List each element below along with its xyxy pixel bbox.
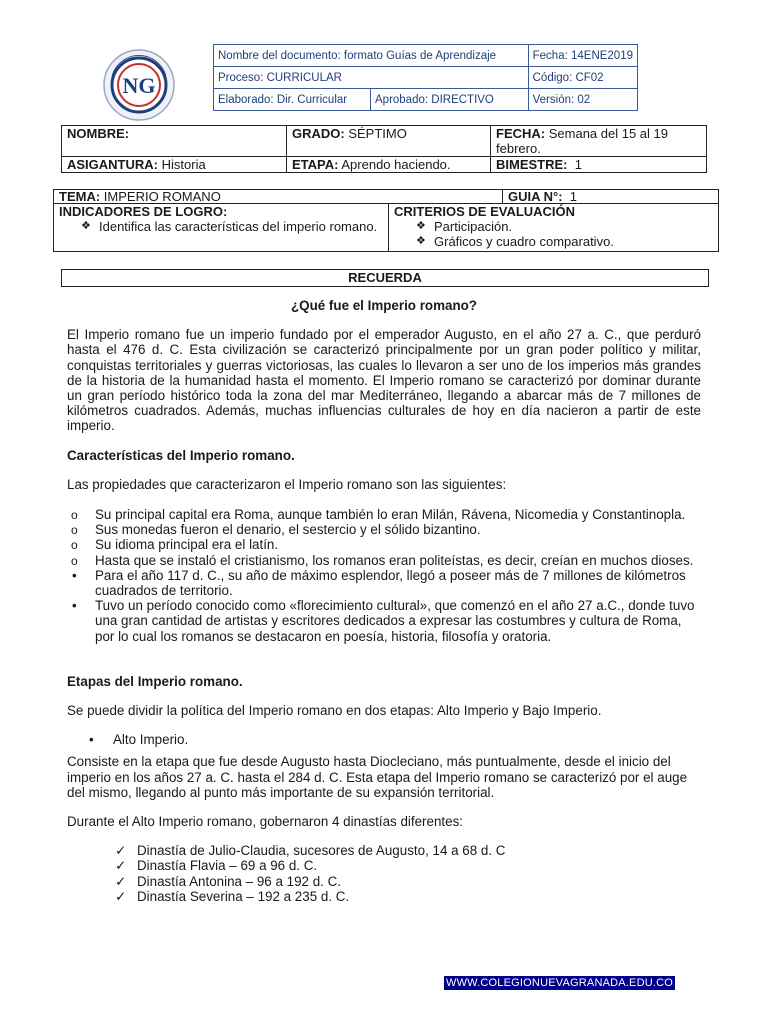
tema-label: TEMA:: [59, 189, 101, 204]
etapas-heading: Etapas del Imperio romano.: [67, 673, 243, 689]
alto-imperio-bullet-list: [67, 732, 701, 747]
list-item: o Su principal capital era Roma, aunque también lo eran Milán, Rávena, Nicomedia y Constantinopla.: [67, 507, 701, 522]
tema-value: IMPERIO ROMANO: [103, 189, 221, 204]
nombre-label: NOMBRE:: [67, 126, 130, 141]
intro-paragraph: El Imperio romano fue un imperio fundado por el emperador Augusto, en el año 27 a. C., que perduró hasta el 476 d. C. Esta civilización se caracterizó principalmente por un gran poder político y militar, conquistas territoriales y guerras victoriosas, las cuales lo llevaron a ser uno de los imperios más grandes de la historia de la humanidad hasta el momento. El Imperio romano se caracterizó por dominar durante un gran período histórico toda la zona del mar Mediterráneo, llegando a abarcar más de 7 millones de kilómetros cuadrados. Además, muchas influencias culturales de hoy en día nacieron a partir de este imperio.: [67, 327, 701, 434]
dinastia-item: ✓ Dinastía de Julio-Claudia, sucesores de Augusto, 14 a 68 d. C: [115, 843, 701, 858]
criterios-label: CRITERIOS DE EVALUACIÓN: [394, 204, 576, 219]
alto-imperio-paragraph: Consiste en la etapa que fue desde Augusto hasta Diocleciano, más puntualmente, desde el inicio del imperio en los años 27 a. C. hasta el 284 d. C. Esta etapa del Imperio romano se caracterizó por el auge del mismo, llegando al punto más importante de su expansión territorial.: [67, 754, 688, 800]
fecha-label: FECHA:: [496, 126, 546, 141]
caracteristicas-intro: Las propiedades que caracterizaron el Imperio romano son las siguientes:: [67, 476, 507, 492]
list-item: • Para el año 117 d. C., su año de máximo esplendor, llegó a poseer más de 7 millones de kilómetros cuadrados de territorio.: [67, 568, 701, 598]
code-cell: Código: CF02: [528, 67, 637, 89]
dinastia-item: ✓ Dinastía Severina – 192 a 235 d. C.: [115, 889, 701, 904]
asignatura-value: Historia: [161, 157, 206, 172]
question-heading: ¿Qué fue el Imperio romano?: [290, 298, 477, 313]
dinastia-item: ✓ Dinastía Antonina – 96 a 192 d. C.: [115, 874, 701, 889]
list-item: o Sus monedas fueron el denario, el sestercio y el sólido bizantino.: [67, 522, 701, 537]
indicadores-label: INDICADORES DE LOGRO:: [59, 204, 228, 219]
fecha-value: Semana del 15 al 19 febrero.: [496, 126, 668, 156]
bimestre-label: BIMESTRE:: [496, 157, 568, 172]
etapas-intro: Se puede dividir la política del Imperio romano en dos etapas: Alto Imperio y Bajo Imperio.: [67, 703, 602, 719]
indicadores-list: [59, 219, 383, 234]
student-info-table: [61, 125, 707, 173]
recuerda-banner: RECUERDA: [61, 269, 709, 287]
school-logo: [102, 48, 176, 122]
list-item: • Tuvo un período conocido como «florecimiento cultural», que comenzó en el año 27 a.C., donde tuvo una gran cantidad de artistas y escritores dedicados a expresar las costumbres y cultura de Roma, por lo cual los romanos se destacaron en poesía, historia, filosofía y oratoria.: [67, 598, 701, 644]
doc-date-cell: Fecha: 14ENE2019: [528, 45, 637, 67]
aprobado-cell: Aprobado: DIRECTIVO: [371, 89, 529, 111]
criterios-list: [394, 219, 713, 249]
svg-text:NG: NG: [122, 73, 156, 98]
list-item: o Hasta que se instaló el cristianismo, los romanos eran politeístas, es decir, creían en muchos dioses.: [67, 553, 701, 568]
dinastia-item: ✓ Dinastía Flavia – 69 a 96 d. C.: [115, 858, 701, 873]
asignatura-label: ASIGANTURA:: [67, 157, 158, 172]
list-item: o Su idioma principal era el latín.: [67, 537, 701, 552]
etapa-label: ETAPA:: [292, 157, 339, 172]
guia-label: GUIA N°:: [508, 189, 563, 204]
guia-value: 1: [569, 189, 578, 204]
tema-table: [53, 189, 719, 252]
etapa-value: Aprendo haciendo.: [341, 157, 451, 172]
process-cell: Proceso: CURRICULAR: [214, 67, 529, 89]
elaborado-cell: Elaborado: Dir. Curricular: [214, 89, 371, 111]
bimestre-value: 1: [574, 157, 582, 172]
criterio-item: ❖ Participación.: [416, 219, 713, 234]
criterio-item: ❖ Gráficos y cuadro comparativo.: [416, 234, 713, 249]
grado-label: GRADO:: [292, 126, 345, 141]
dinastias-intro: Durante el Alto Imperio romano, gobernaron 4 dinastías diferentes:: [67, 814, 463, 830]
lesson-content: [67, 298, 701, 904]
school-website-link[interactable]: WWW.COLEGIONUEVAGRANADA.EDU.CO: [446, 977, 674, 989]
caracteristicas-heading: Características del Imperio romano.: [67, 447, 295, 463]
caracteristicas-list: [67, 507, 701, 644]
grado-value: SÉPTIMO: [348, 126, 407, 141]
version-cell: Versión: 02: [528, 89, 637, 111]
alto-imperio-bullet: • Alto Imperio.: [89, 732, 701, 747]
dinastias-list: [67, 843, 701, 904]
doc-name-cell: Nombre del documento: formato Guías de Aprendizaje: [214, 45, 529, 67]
indicador-item: ❖ Identifica las características del imperio romano.: [81, 219, 383, 234]
document-header-table: [213, 44, 638, 111]
